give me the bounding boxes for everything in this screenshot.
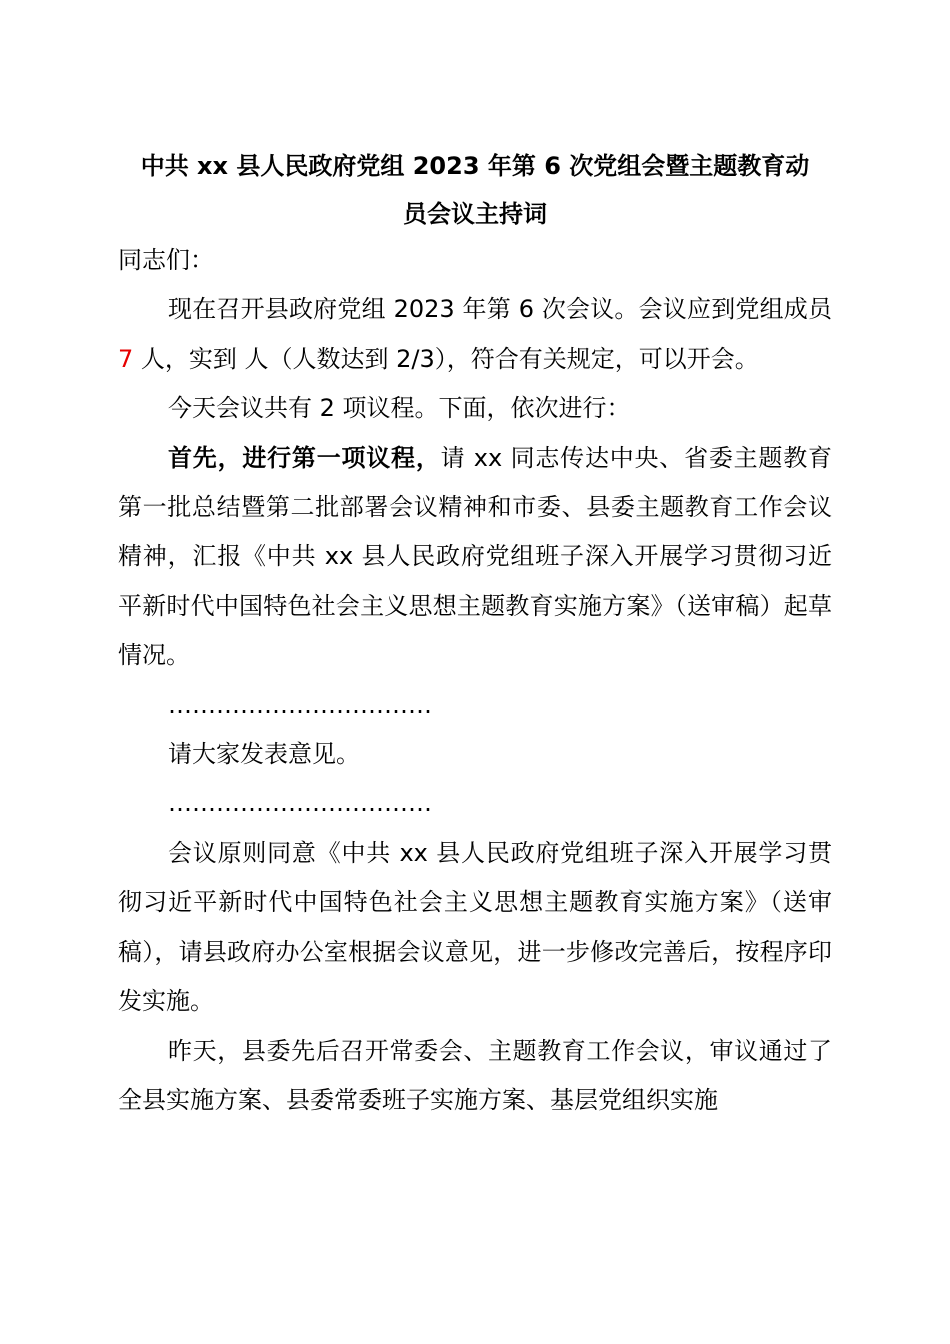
title-line-2: 员会议主持词	[403, 200, 547, 228]
ellipsis-1: ……………………………	[168, 690, 432, 719]
document-body	[118, 236, 832, 1125]
paragraph-yesterday: 昨天，县委先后召开常委会、主题教育工作会议，审议通过了全县实施方案、县委常委班子实施方案、基层党组织实施	[118, 1036, 832, 1114]
paragraph-opinions: 请大家发表意见。	[168, 740, 360, 769]
paragraph-opening	[118, 285, 832, 384]
salutation: 同志们：	[118, 246, 214, 274]
paragraph-first-item	[118, 434, 832, 681]
opening-text-1: 现在召开县政府党组 2023 年第 6 次会议。会议应到党组成员	[168, 295, 832, 324]
ellipsis-2: ……………………………	[168, 789, 432, 818]
member-count: 7	[118, 344, 134, 373]
paragraph-approval: 会议原则同意《中共 xx 县人民政府党组班子深入开展学习贯彻习近平新时代中国特色社会主义思想主题教育实施方案》（送审稿），请县政府办公室根据会议意见，进一步修改完善后，按程序印发实施。	[118, 838, 832, 1016]
first-item-heading: 首先，进行第一项议程，	[168, 443, 441, 472]
title-line-1: 中共 xx 县人民政府党组 2023 年第 6 次党组会暨主题教育动	[140, 152, 810, 180]
opening-text-2: 人，实到 人（人数达到 2/3），符合有关规定，可以开会。	[133, 344, 759, 373]
document-title	[118, 142, 832, 238]
paragraph-agenda: 今天会议共有 2 项议程。下面，依次进行：	[168, 394, 631, 423]
first-item-text: 请 xx 同志传达中央、省委主题教育第一批总结暨第二批部署会议精神和市委、县委主题教育工作会议精神，汇报《中共 xx 县人民政府党组班子深入开展学习贯彻习近平新时代中国特色社会主义思想主题教育实施方案》（送审稿）起草情况。	[118, 443, 833, 670]
